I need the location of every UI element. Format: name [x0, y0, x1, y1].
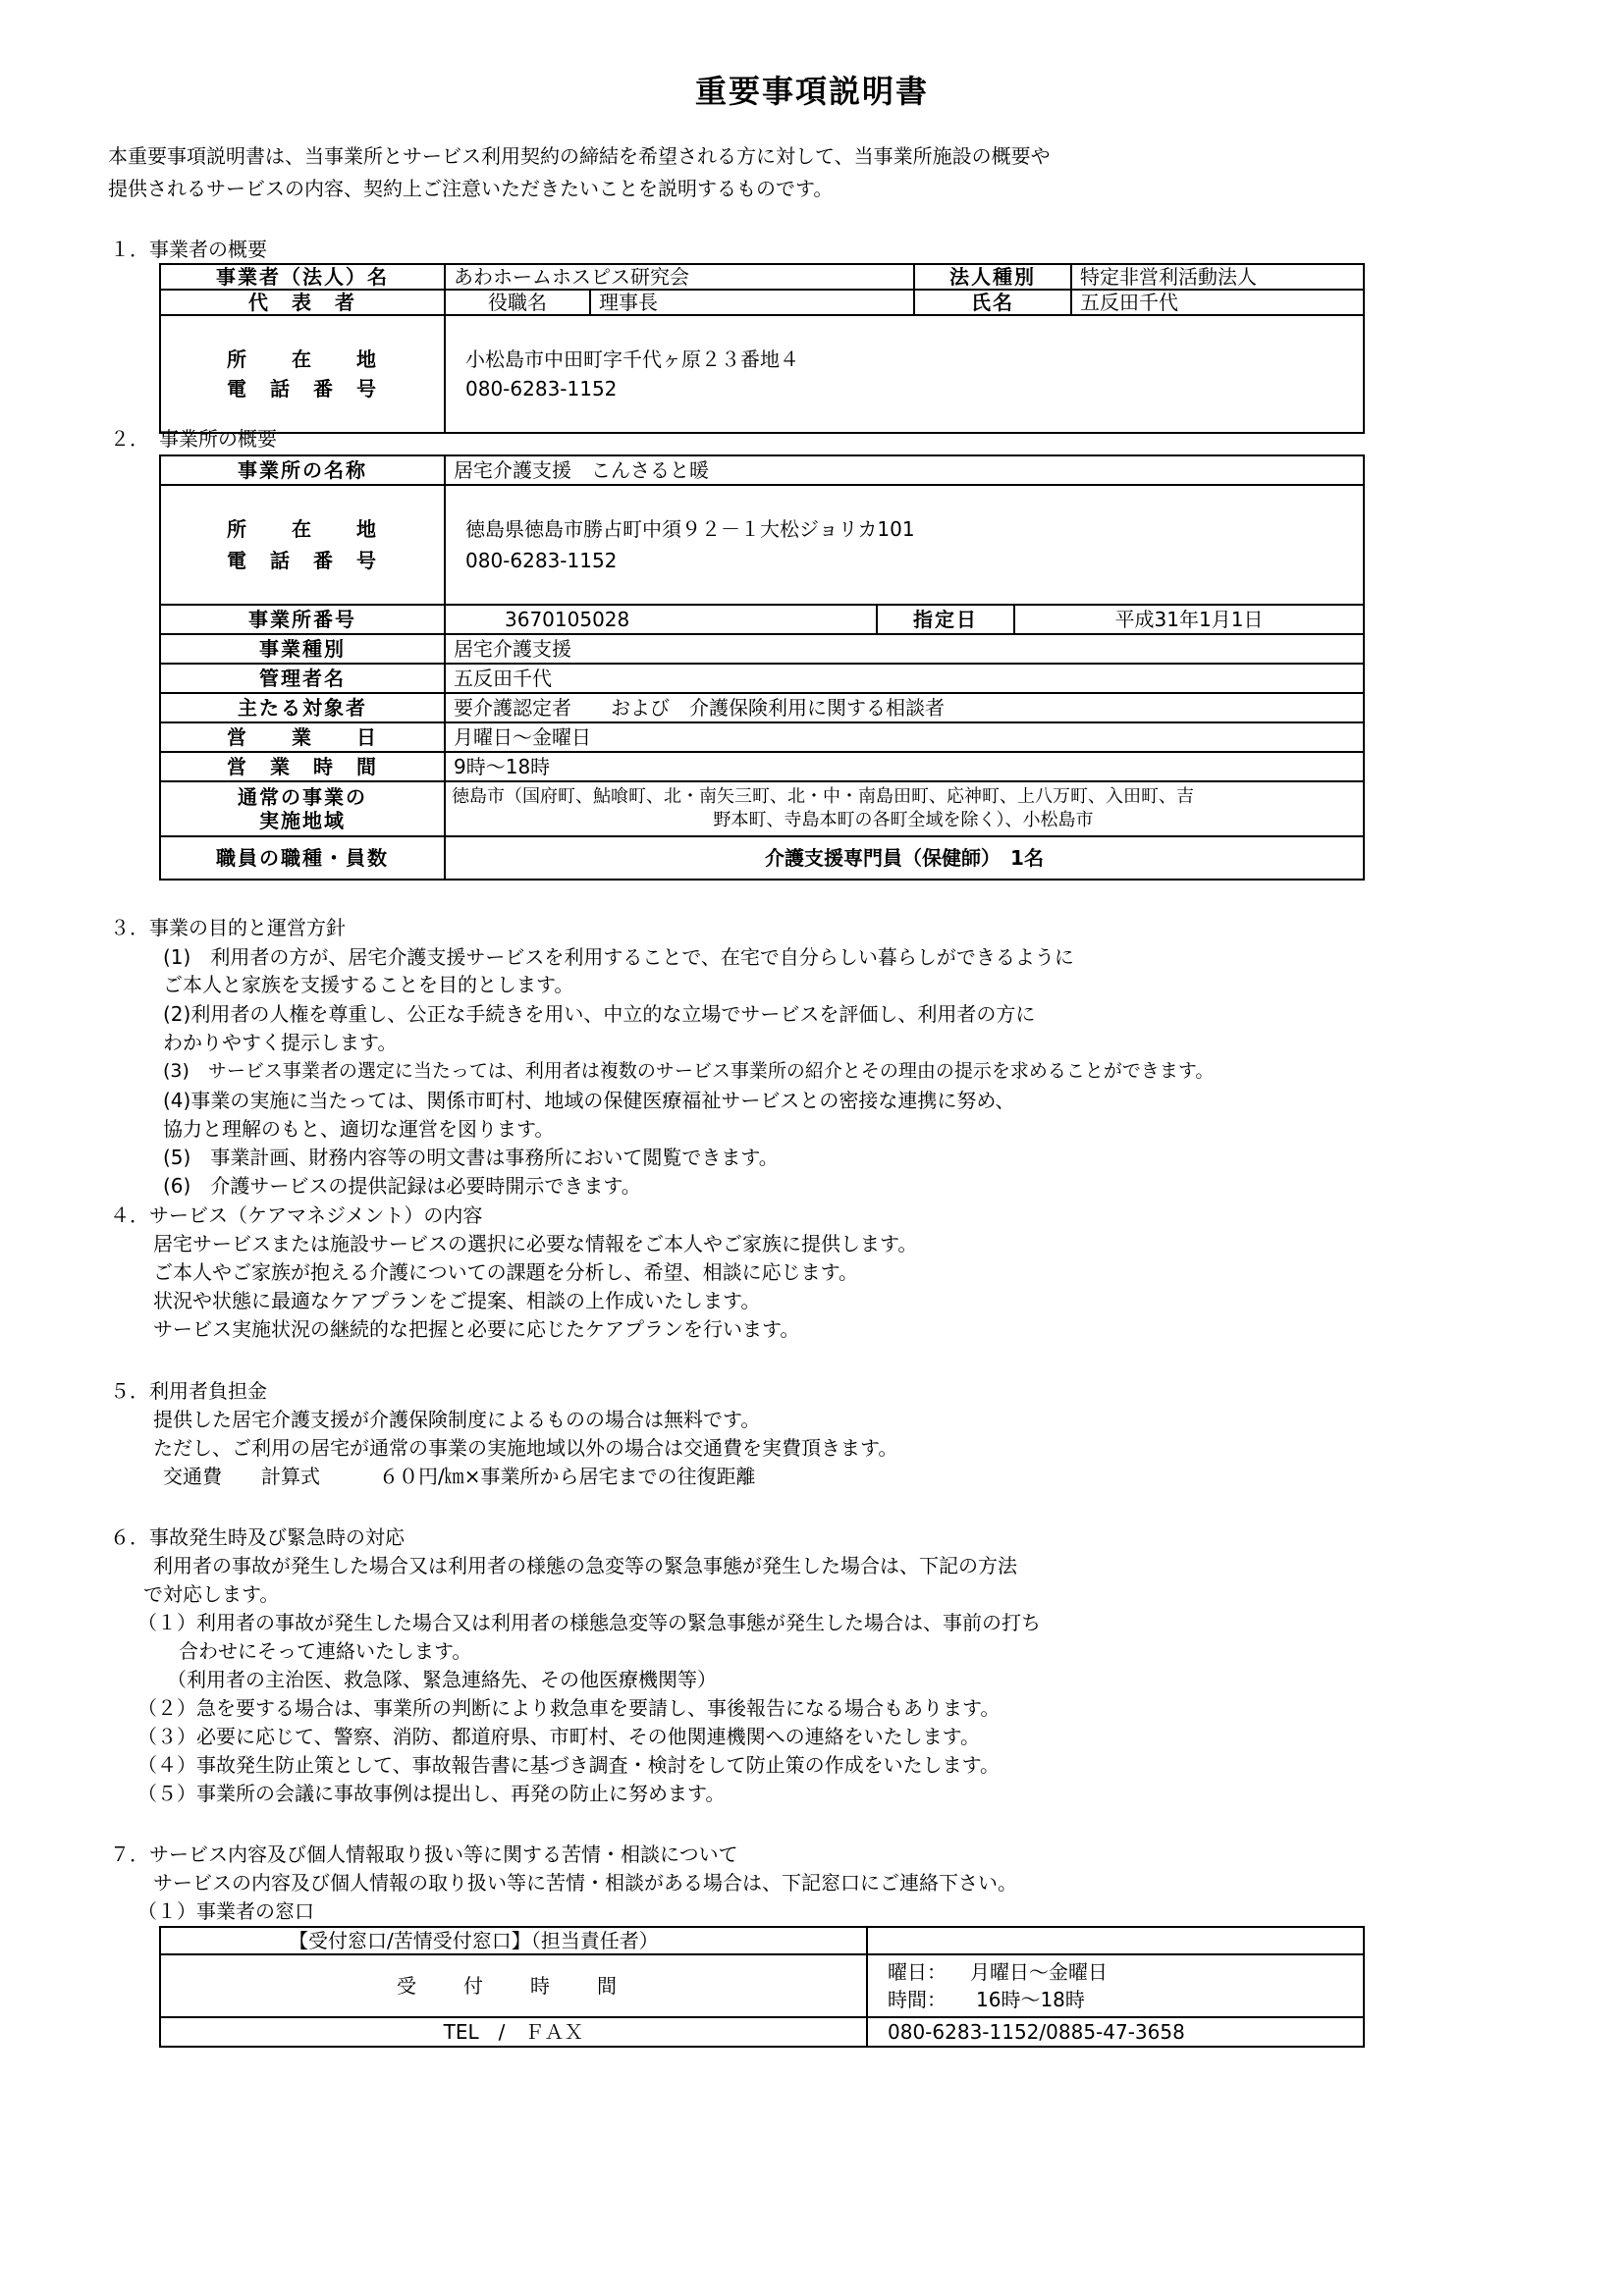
service-area-label-line-1: 通常の事業の: [238, 785, 367, 809]
reception-hours-label: 受 付 時 間: [160, 1954, 867, 2017]
corporation-type-value: 特定非営利活動法人: [1071, 264, 1364, 290]
person-name-value: 五反田千代: [1071, 290, 1364, 315]
tel-fax-label: TEL / ＦＡＸ: [160, 2017, 867, 2047]
purpose-line-3: (2)利用者の人権を尊重し、公正な手続きを用い、中立的な立場でサービスを評価し、利用者の方に: [163, 1002, 1036, 1026]
section-6-heading: ６．事故発生時及び緊急時の対応: [110, 1525, 405, 1549]
role-label: 役職名: [445, 290, 590, 315]
section-1-heading: １．事業者の概要: [110, 238, 267, 261]
service-line-1: 居宅サービスまたは施設サービスの選択に必要な情報をご本人やご家族に提供します。: [153, 1232, 918, 1255]
office-number-value: 3670105028: [445, 605, 877, 634]
complaint-line: サービスの内容及び個人情報の取り扱い等に苦情・相談がある場合は、下記窓口にご連絡下さい。: [153, 1871, 1017, 1895]
intro-line-2: 提供されるサービスの内容、契約上ご注意いただきたいことを説明するものです。: [108, 177, 834, 200]
purpose-line-4: わかりやすく提示します。: [163, 1031, 398, 1054]
target-value: 要介護認定者 および 介護保険利用に関する相談者: [445, 693, 1364, 722]
emergency-line-4: 合わせにそって連絡いたします。: [179, 1639, 472, 1663]
time-value: 16時～18時: [976, 1988, 1085, 2011]
office-phone-value: 080-6283-1152: [465, 549, 618, 572]
purpose-line-2: ご本人と家族を支援することを目的とします。: [163, 973, 574, 996]
purpose-line-7: 協力と理解のもと、適切な運営を図ります。: [163, 1117, 555, 1141]
window-header: 【受付窓口/苦情受付窓口】（担当責任者）: [160, 1927, 867, 1954]
section-4-heading: ４．サービス（ケアマネジメント）の内容: [110, 1203, 483, 1227]
emergency-line-5: （利用者の主治医、救急隊、緊急連絡先、その他医療機関等）: [167, 1668, 717, 1691]
emergency-line-9: （５）事業所の会議に事故事例は提出し、再発の防止に努めます。: [137, 1782, 726, 1805]
operator-window-heading: （１）事業者の窓口: [137, 1899, 314, 1923]
service-area-label-line-2: 実施地域: [259, 809, 346, 832]
office-address-value: 徳島県徳島市勝占町中須９２－１大松ジョリカ101: [465, 517, 915, 541]
service-area-value-line-2: 野本町、寺島本町の各町全域を除く）、小松島市: [713, 810, 1094, 830]
manager-value: 五反田千代: [445, 664, 1364, 693]
intro-line-1: 本重要事項説明書は、当事業所とサービス利用契約の締結を希望される方に対して、当事業所施設の概要や: [108, 144, 1051, 168]
purpose-line-1: (1) 利用者の方が、居宅介護支援サービスを利用することで、在宅で自分らしい暮らしができるように: [163, 945, 1074, 969]
business-hours-value: 9時～18時: [445, 752, 1364, 781]
reception-days-row: [888, 1958, 1355, 1986]
time-label: 時間：: [888, 1988, 947, 2011]
window-header-blank: [867, 1927, 1364, 1954]
office-address-label: 所 在 地: [227, 517, 378, 541]
complaint-window-table: [159, 1926, 1365, 2048]
person-name-label: 氏名: [914, 290, 1071, 315]
emergency-line-3: （１）利用者の事故が発生した場合又は利用者の様態急変等の緊急事態が発生した場合は、事前の打ち: [137, 1611, 1041, 1634]
fee-line-3: 交通費 計算式 ６０円/㎞×事業所から居宅までの往復距離: [163, 1465, 756, 1488]
day-label: 曜日：: [888, 1960, 947, 1984]
office-name-value: 居宅介護支援 こんさると暖: [445, 455, 1364, 485]
purpose-line-9: (6) 介護サービスの提供記録は必要時開示できます。: [163, 1174, 641, 1198]
staff-value: 介護支援専門員（保健師） 1名: [445, 836, 1364, 880]
business-category-value: 居宅介護支援: [445, 634, 1364, 664]
office-phone-label: 電 話 番 号: [227, 549, 378, 572]
business-days-value: 月曜日～金曜日: [445, 722, 1364, 752]
designated-date-value: 平成31年1月1日: [1014, 605, 1364, 634]
role-value: 理事長: [590, 290, 914, 315]
designated-date-label: 指定日: [877, 605, 1014, 634]
day-value: 月曜日～金曜日: [970, 1960, 1108, 1984]
section-7-heading: ７．サービス内容及び個人情報取り扱い等に関する苦情・相談について: [110, 1842, 738, 1866]
emergency-line-1: 利用者の事故が発生した場合又は利用者の様態の急変等の緊急事態が発生した場合は、下記の方法: [153, 1554, 1017, 1577]
operator-name-value: あわホームホスピス研究会: [445, 264, 914, 290]
representative-label: 代 表 者: [160, 290, 445, 315]
operator-name-label: 事業者（法人）名: [160, 264, 445, 290]
business-hours-label: 営 業 時 間: [160, 752, 445, 781]
service-line-3: 状況や状態に最適なケアプランをご提案、相談の上作成いたします。: [153, 1289, 761, 1312]
office-number-label: 事業所番号: [160, 605, 445, 634]
staff-label: 職員の職種・員数: [160, 836, 445, 880]
section-2-heading: ２． 事業所の概要: [110, 427, 277, 451]
emergency-line-2: で対応します。: [143, 1582, 280, 1606]
address-value: 小松島市中田町字千代ヶ原２３番地４: [465, 347, 799, 371]
phone-label: 電 話 番 号: [227, 377, 378, 400]
service-line-2: ご本人やご家族が抱える介護についての課題を分析し、希望、相談に応じます。: [153, 1260, 858, 1284]
document-title: 重要事項説明書: [694, 73, 929, 110]
corporation-type-label: 法人種別: [914, 264, 1071, 290]
purpose-line-6: (4)事業の実施に当たっては、関係市町村、地域の保健医療福祉サービスとの密接な連携に努め、: [163, 1089, 1015, 1112]
business-days-label: 営 業 日: [160, 722, 445, 752]
purpose-line-5: (3) サービス事業者の選定に当たっては、利用者は複数のサービス事業所の紹介とその理由の提示を求めることができます。: [163, 1060, 1215, 1082]
fee-line-1: 提供した居宅介護支援が介護保険制度によるものの場合は無料です。: [153, 1408, 761, 1431]
office-name-label: 事業所の名称: [160, 455, 445, 485]
reception-time-row: [888, 1986, 1355, 2013]
target-label: 主たる対象者: [160, 693, 445, 722]
business-category-label: 事業種別: [160, 634, 445, 664]
phone-value: 080-6283-1152: [465, 377, 618, 400]
section-3-heading: ３．事業の目的と運営方針: [110, 916, 346, 939]
emergency-line-8: （４）事故発生防止策として、事故報告書に基づき調査・検討をして防止策の作成をいたします。: [137, 1753, 1000, 1777]
office-overview-table: [159, 454, 1365, 881]
service-area-value-line-1: 徳島市（国府町、鮎喰町、北・南矢三町、北・中・南島田町、応神町、上八万町、入田町、吉: [452, 786, 1194, 807]
emergency-line-7: （３）必要に応じて、警察、消防、都道府県、市町村、その他関連機関への連絡をいたします。: [137, 1725, 980, 1748]
operator-overview-table: [159, 263, 1365, 434]
fee-line-2: ただし、ご利用の居宅が通常の事業の実施地域以外の場合は交通費を実費頂きます。: [153, 1436, 898, 1460]
manager-label: 管理者名: [160, 664, 445, 693]
tel-fax-value: 080-6283-1152/0885-47-3658: [867, 2017, 1364, 2047]
address-label: 所 在 地: [227, 347, 378, 371]
service-line-4: サービス実施状況の継続的な把握と必要に応じたケアプランを行います。: [153, 1317, 800, 1341]
purpose-line-8: (5) 事業計画、財務内容等の明文書は事務所において閲覧できます。: [163, 1146, 779, 1169]
section-5-heading: ５．利用者負担金: [110, 1379, 267, 1403]
emergency-line-6: （２）急を要する場合は、事業所の判断により救急車を要請し、事後報告になる場合もあります。: [137, 1696, 1001, 1720]
